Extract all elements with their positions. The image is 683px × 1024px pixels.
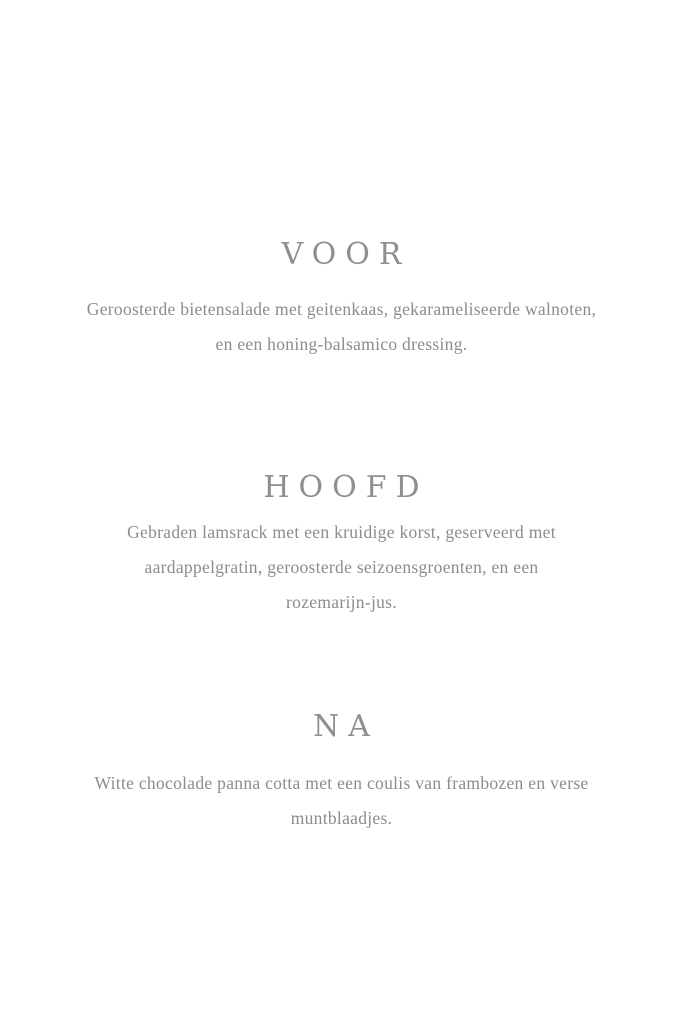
course-title: VOOR <box>281 237 411 272</box>
course-description: Gebraden lamsrack met een kruidige korst, geserveerd met aardappelgratin, geroosterde seizoensgroenten, en een rozemarijn-jus. <box>127 522 556 612</box>
course-title: HOOFD <box>263 470 429 505</box>
course-na <box>0 710 683 836</box>
course-hoofd <box>0 471 683 620</box>
course-voor <box>0 238 683 362</box>
course-description: Geroosterde bietensalade met geitenkaas, gekarameliseerde walnoten, en een honing-balsamico dressing. <box>86 299 597 354</box>
course-title: NA <box>313 709 379 744</box>
course-description: Witte chocolade panna cotta met een coulis van frambozen en verse muntblaadjes. <box>94 773 589 828</box>
